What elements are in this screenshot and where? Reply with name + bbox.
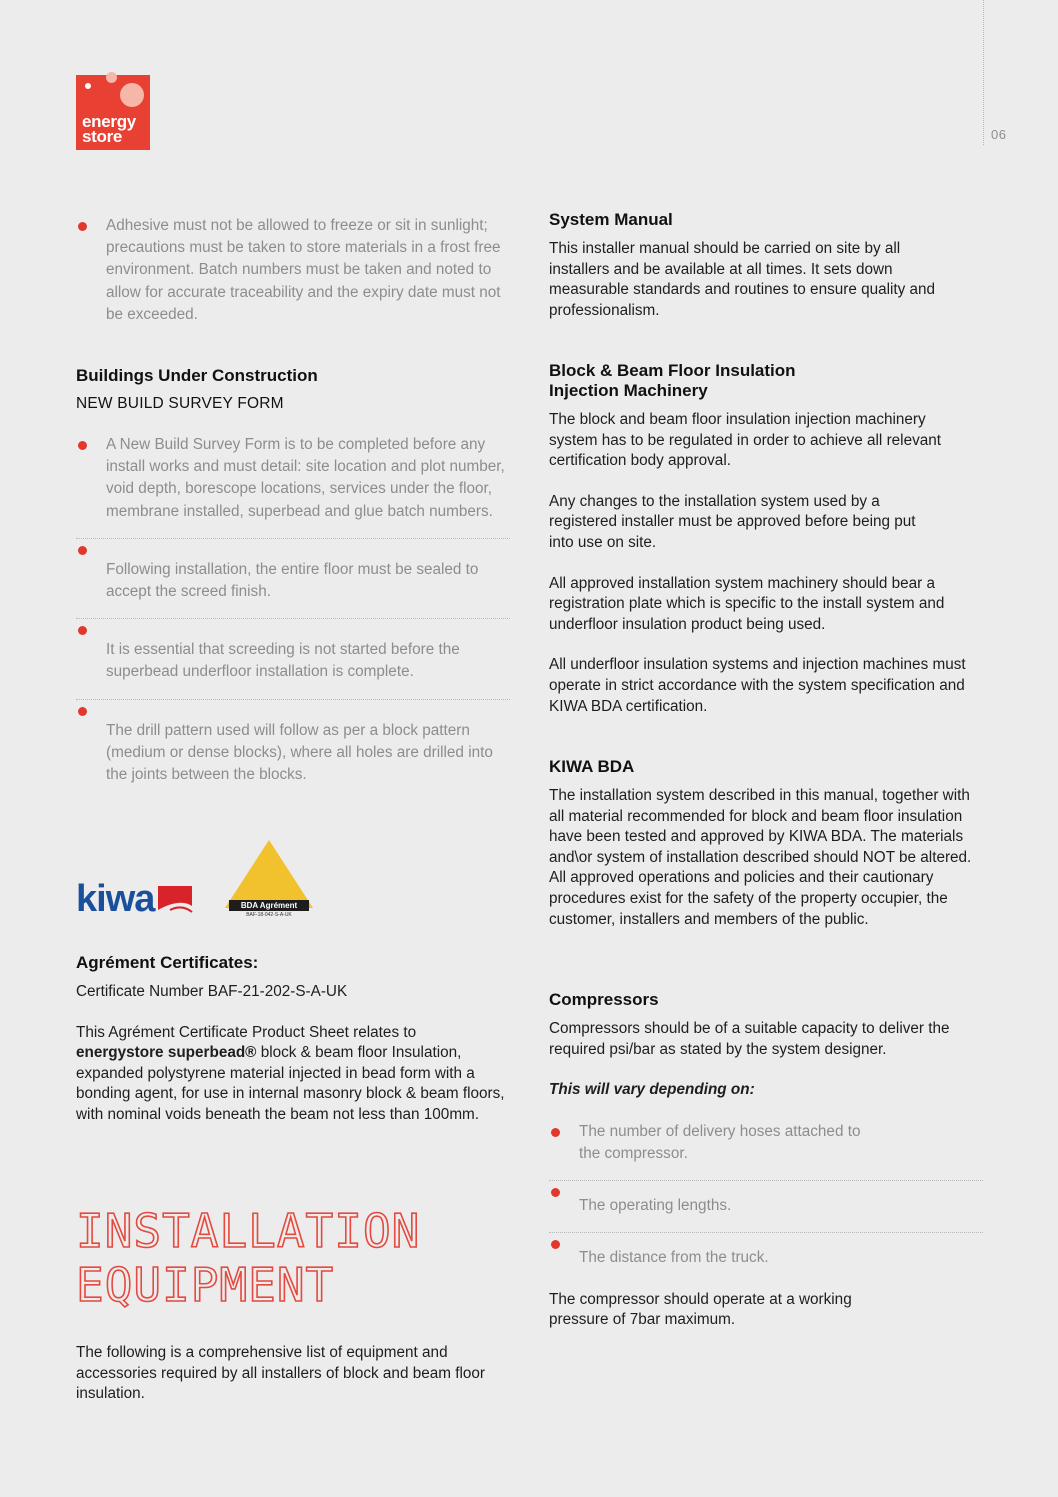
kiwa-logo: kiwa xyxy=(76,878,155,920)
agrement-para-start: This Agrément Certificate Product Sheet relates to xyxy=(76,1023,417,1041)
certificate-number: Certificate Number BAF-21-202-S-A-UK xyxy=(76,983,348,1000)
machinery-heading-line2: Injection Machinery xyxy=(549,381,708,400)
logo-dot-large xyxy=(120,83,144,107)
list-item xyxy=(76,539,510,619)
intro-bullet-list xyxy=(76,215,510,326)
machinery-paragraph-2: Any changes to the installation system used by a registered installer must be approved before being put into use on site. xyxy=(549,492,916,551)
logo-text-line2: store xyxy=(82,127,123,146)
buildings-heading: Buildings Under Construction xyxy=(76,366,318,385)
machinery-section xyxy=(549,361,983,717)
energystore-logo xyxy=(76,75,150,150)
bda-agrement-label: BDA Agrément xyxy=(229,900,309,911)
agrement-section xyxy=(76,953,510,1126)
list-item-text: The operating lengths. xyxy=(579,1197,732,1215)
compressors-closing: The compressor should operate at a working pressure of 7bar maximum. xyxy=(549,1290,852,1329)
list-item xyxy=(549,1181,983,1233)
logo-text-line1: energy xyxy=(82,112,136,131)
list-item xyxy=(76,700,510,787)
page-number: 06 xyxy=(991,127,1007,142)
intro-bullet-section xyxy=(76,215,510,326)
compressors-vary-label: This will vary depending on: xyxy=(549,1081,755,1099)
list-item-text: It is essential that screeding is not started before the superbead underfloor installation is complete. xyxy=(106,641,460,681)
installation-title-line2: EQUIPMENT xyxy=(76,1258,335,1312)
kiwa-bda-section xyxy=(549,757,983,930)
compressors-paragraph: Compressors should be of a suitable capacity to deliver the required psi/bar as stated by the system designer. xyxy=(549,1020,950,1058)
machinery-paragraph-3: All approved installation system machinery should bear a registration plate which is specific to the install system and underfloor insulation product being used. xyxy=(549,574,945,633)
logo-dot-medium xyxy=(106,72,117,83)
agrement-paragraph xyxy=(76,1023,510,1126)
system-manual-heading: System Manual xyxy=(549,210,673,229)
machinery-paragraph-4: All underfloor insulation systems and injection machines must operate in strict accordance with the system specification and KIWA BDA certification. xyxy=(549,656,966,715)
kiwa-bda-paragraph: The installation system described in this manual, together with all material recommended for block and beam floor insulation have been tested and approved by KIWA BDA. The materials and\or system of installation described should NOT be altered. All approved operations and policies and their cautionary procedures exist for the safety of the property occupier, the customer, installers and members of the public. xyxy=(549,787,972,928)
list-item xyxy=(549,1233,983,1269)
list-item-text: The drill pattern used will follow as per a block pattern (medium or dense blocks), where all holes are drilled into the joints between the blocks. xyxy=(106,721,493,784)
installation-paragraph: The following is a comprehensive list of equipment and accessories required by all installers of block and beam floor insulation. xyxy=(76,1344,485,1403)
machinery-paragraph-1: The block and beam floor insulation injection machinery system has to be regulated in order to achieve all relevant certification body approval. xyxy=(549,411,941,470)
bda-code: BAF-18-042-S-A-UK xyxy=(246,912,292,918)
list-item: The number of delivery hoses attached to the compressor. xyxy=(549,1121,983,1181)
agrement-heading: Agrément Certificates: xyxy=(76,953,259,972)
kiwa-bda-heading: KIWA BDA xyxy=(549,757,635,776)
list-item xyxy=(76,619,510,699)
list-item: Adhesive must not be allowed to freeze or sit in sunlight; precautions must be taken to store materials in a frost free environment. Batch numbers must be taken and noted to allow for accurate traceability and the expiry date must not be exceeded. xyxy=(76,215,510,326)
buildings-section xyxy=(76,366,510,786)
installation-title-line1: INSTALLATION xyxy=(76,1204,421,1258)
buildings-bullet-list xyxy=(76,434,510,786)
compressors-section xyxy=(549,990,983,1331)
machinery-heading-line1: Block & Beam Floor Insulation xyxy=(549,361,796,380)
installation-intro xyxy=(76,1343,496,1405)
kiwa-flag-icon xyxy=(156,884,194,916)
agrement-para-rest: block & beam floor Insulation, expanded polystyrene material injected in bead form with a bonding agent, for use in internal masonry block & beam floors, with nominal voids beneath the beam not less than 100mm. xyxy=(76,1044,505,1123)
system-manual-paragraph: This installer manual should be carried on site by all installers and be available at all times. It sets down measurable standards and routines to ensure quality and professionalism. xyxy=(549,240,936,319)
list-item: A New Build Survey Form is to be completed before any install works and must detail: site location and plot number, void depth, borescope locations, services under the floor, membrane installed, superbead and glue batch numbers. xyxy=(76,434,510,539)
compressors-heading: Compressors xyxy=(549,990,659,1009)
agrement-brand: energystore superbead® xyxy=(76,1044,257,1062)
list-item-text: Following installation, the entire floor must be sealed to accept the screed finish. xyxy=(106,560,479,601)
survey-form-subheading: NEW BUILD SURVEY FORM xyxy=(76,395,284,412)
system-manual-section xyxy=(549,210,983,321)
list-item-text: The distance from the truck. xyxy=(579,1249,769,1267)
compressors-bullet-list xyxy=(549,1121,983,1270)
logo-dot-small xyxy=(85,83,91,89)
page-number-rule xyxy=(983,0,984,145)
installation-section xyxy=(76,1206,510,1310)
